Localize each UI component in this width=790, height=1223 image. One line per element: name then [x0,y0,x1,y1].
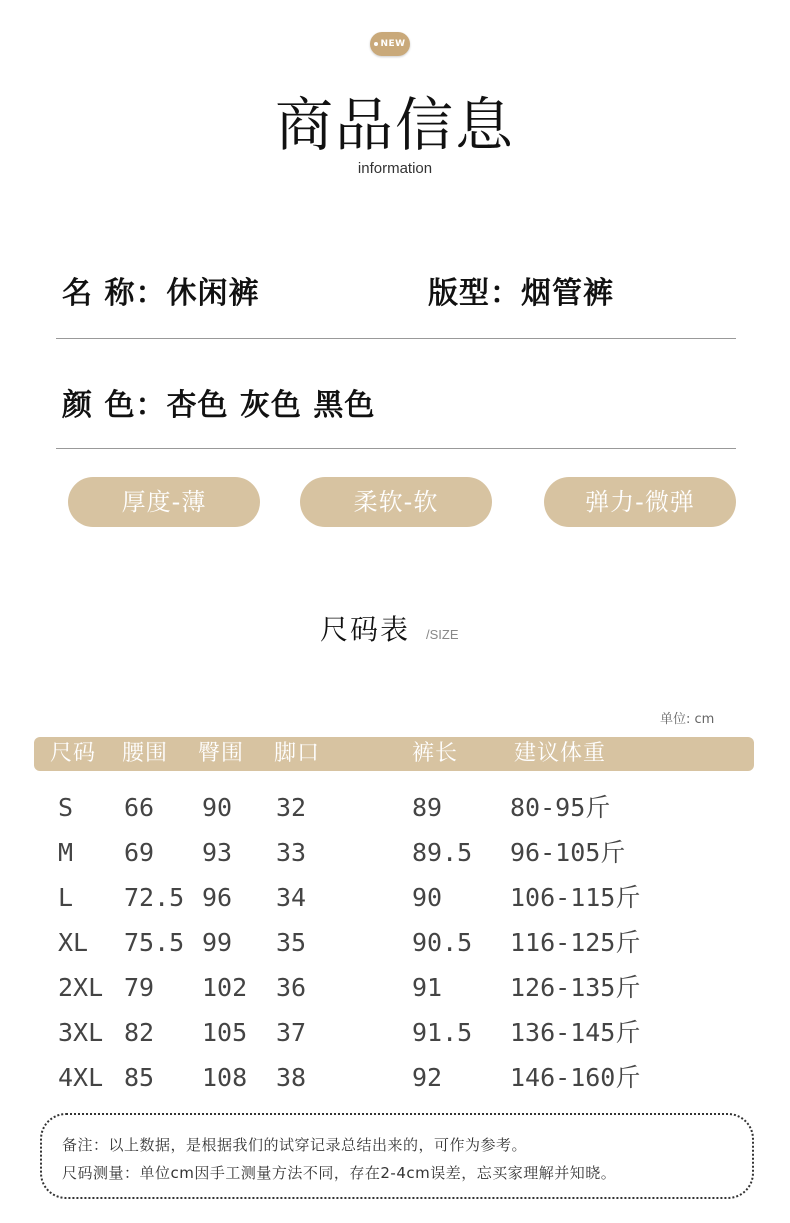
header-waist: 腰围 [122,741,169,766]
cell-hem: 34 [276,883,307,912]
header-weight: 建议体重 [514,741,607,766]
cell-length: 89.5 [412,838,473,867]
cell-weight: 126-135斤 [510,973,641,1002]
cell-size: S [58,793,74,822]
table-row [0,878,790,923]
cell-hem: 35 [276,928,307,957]
cell-hem: 32 [276,793,307,822]
unit-label: 单位: cm [660,712,715,727]
cell-length: 91.5 [412,1018,473,1047]
cell-size: L [58,883,74,912]
table-row [0,923,790,968]
cell-weight: 96-105斤 [510,838,626,867]
dot-icon [374,42,378,46]
divider [56,338,736,339]
size-chart-title: 尺码表 [320,613,411,646]
tag-thickness: 厚度-薄 [68,477,260,527]
cell-weight: 116-125斤 [510,928,641,957]
cell-waist: 82 [124,1018,155,1047]
cell-hip: 105 [202,1018,248,1047]
header-hip: 臀围 [198,741,245,766]
new-badge [370,32,410,56]
table-row [0,1058,790,1103]
cell-length: 89 [412,793,443,822]
cell-waist: 69 [124,838,155,867]
table-row [0,1013,790,1058]
cell-waist: 85 [124,1063,155,1092]
cell-hip: 102 [202,973,248,1002]
cell-weight: 136-145斤 [510,1018,641,1047]
cell-hip: 96 [202,883,233,912]
cell-hip: 90 [202,793,233,822]
cell-hem: 33 [276,838,307,867]
product-name: 名 称：休闲裤 [62,276,260,311]
page-subtitle: information [357,160,433,177]
cell-hem: 36 [276,973,307,1002]
note-remark: 备注：以上数据，是根据我们的试穿记录总结出来的，可作为参考。 [62,1136,528,1154]
header-size: 尺码 [50,741,97,766]
note-measurement: 尺码测量：单位cm因手工测量方法不同，存在2-4cm误差，忘买家理解并知晓。 [62,1164,617,1182]
cell-length: 90.5 [412,928,473,957]
product-style: 版型：烟管裤 [428,276,614,311]
cell-size: 3XL [58,1018,104,1047]
table-header [34,737,754,771]
page-title: 商品信息 [274,91,515,159]
cell-size: XL [58,928,89,957]
cell-waist: 66 [124,793,155,822]
tag-elasticity: 弹力-微弹 [544,477,736,527]
tag-softness: 柔软-软 [300,477,492,527]
table-row [0,833,790,878]
cell-waist: 75.5 [124,928,185,957]
new-badge-label: NEW [380,39,406,49]
size-chart-subtitle: /SIZE [426,627,459,642]
divider [56,448,736,449]
cell-hip: 108 [202,1063,248,1092]
product-colors: 颜 色：杏色 灰色 黑色 [62,388,376,423]
cell-length: 92 [412,1063,443,1092]
header-length: 裤长 [412,741,459,766]
cell-size: 2XL [58,973,104,1002]
cell-size: M [58,838,74,867]
table-row [0,968,790,1013]
cell-waist: 72.5 [124,883,185,912]
cell-length: 90 [412,883,443,912]
cell-weight: 80-95斤 [510,793,611,822]
notes-box [40,1113,754,1199]
cell-weight: 106-115斤 [510,883,641,912]
cell-hip: 99 [202,928,233,957]
cell-hem: 38 [276,1063,307,1092]
header-hem: 脚口 [274,741,321,766]
cell-hip: 93 [202,838,233,867]
cell-weight: 146-160斤 [510,1063,641,1092]
table-row [0,788,790,833]
cell-length: 91 [412,973,443,1002]
cell-hem: 37 [276,1018,307,1047]
cell-size: 4XL [58,1063,104,1092]
cell-waist: 79 [124,973,155,1002]
